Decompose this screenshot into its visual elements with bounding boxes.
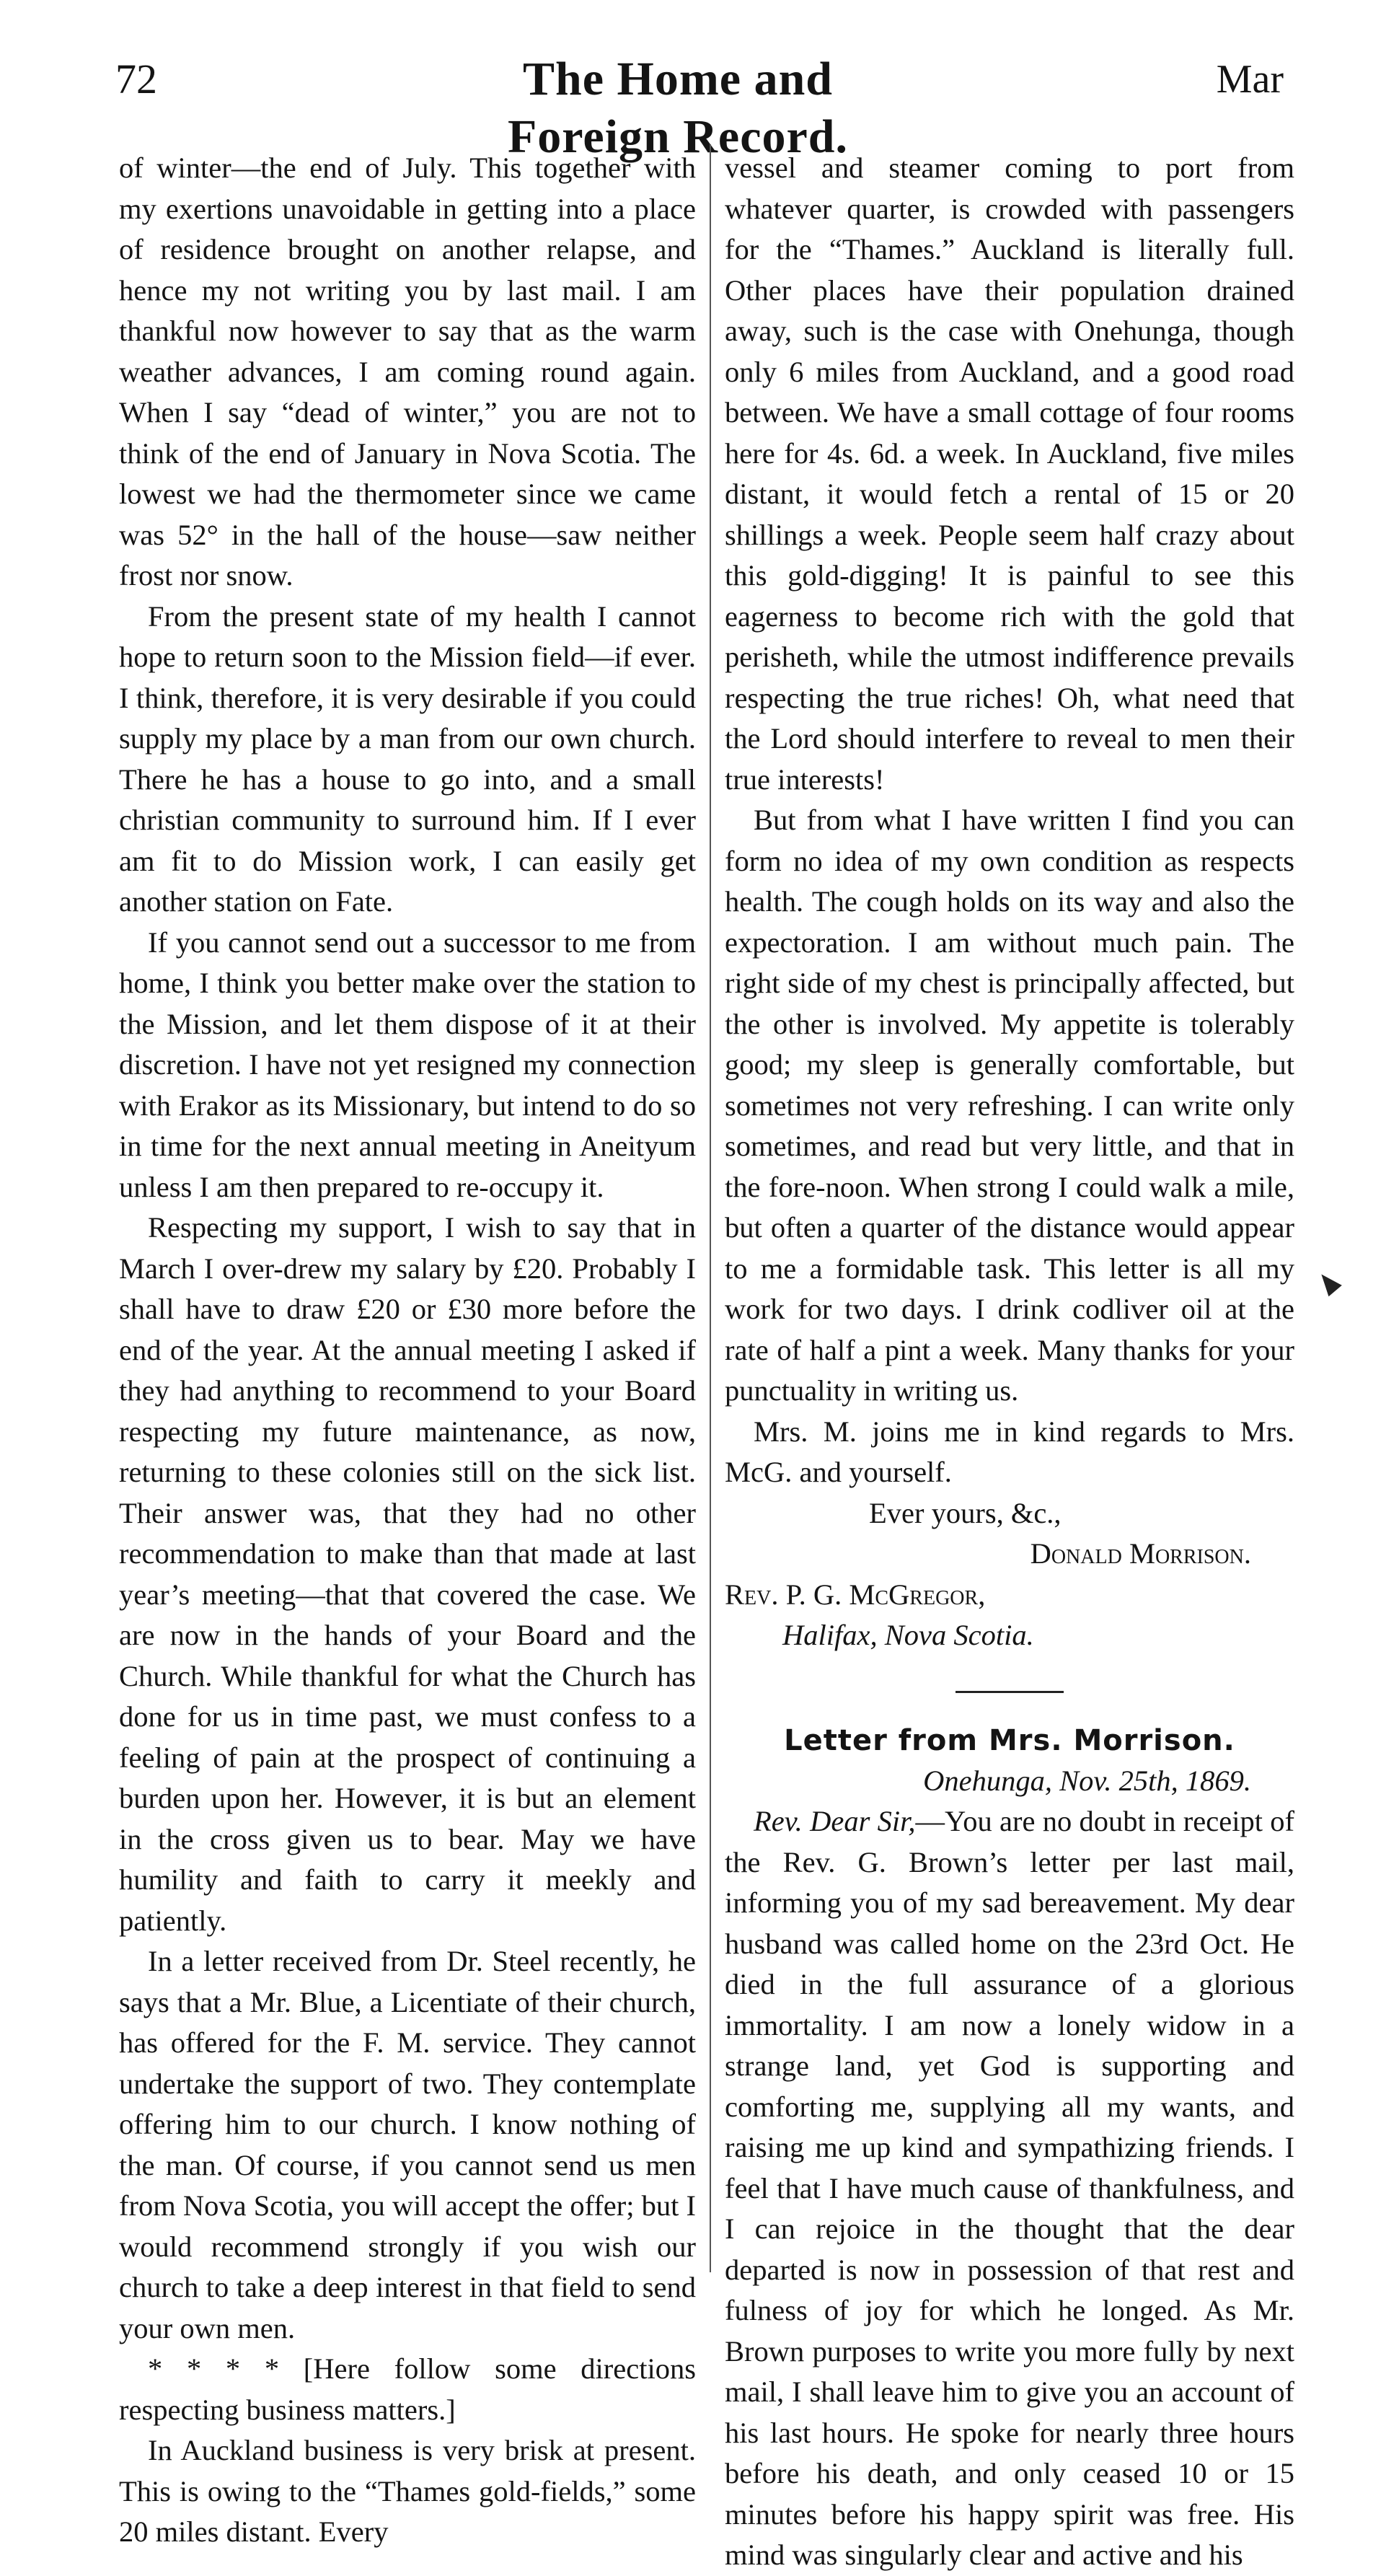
right-column <box>725 148 1294 2576</box>
column-divider <box>710 144 711 2272</box>
letter-signature: Donald Morrison. <box>1030 1537 1251 1570</box>
section-rule <box>956 1691 1064 1693</box>
letter-addressee: Rev. P. G. McGregor, <box>725 1578 986 1611</box>
letter-closing: Ever yours, &c., <box>869 1496 1062 1529</box>
paragraph: Respecting my support, I wish to say that in March I over-drew my salary by £20. Probably I shall have to draw £20 or £30 more before the end of the year. At the annual meeting I asked if they had anything to recommend to your Board respecting my future maintenance, as now, returning to these colonies still on the sick list. Their answer was, that they had no other recommendation to make than that made at last year’s meeting—that that covered the case. We are now in the hands of your Board and the Church. While thankful for what the Church has done for us in time past, we must confess to a feeling of pain at the prospect of continuing a burden upon her. However, it is but an element in the cross given us to bear. May we have humility and faith to carry it meekly and patiently. <box>119 1211 696 1937</box>
left-column <box>119 148 696 2553</box>
letter-addressee-place: Halifax, Nova Scotia. <box>782 1619 1034 1651</box>
page-header <box>115 50 1284 163</box>
article-title: Letter from Mrs. Morrison. <box>784 1723 1235 1757</box>
printer-mark-icon <box>1315 1269 1342 1296</box>
paragraph <box>725 1801 1294 2576</box>
paragraph: In a letter received from Dr. Steel recently, he says that a Mr. Blue, a Licentiate of their church, has offered for the F. M. service. They cannot undertake the support of two. They contemplate offering him to our church. I know nothing of the man. Of course, if you cannot send us men from Nova Scotia, you will accept the offer; but I would recommend strongly if you wish our church to take a deep interest in that field to send your own men. <box>119 1945 697 2344</box>
paragraph: From the present state of my health I cannot hope to return soon to the Mission field—if ever. I think, therefore, it is very desirable if you could supply my place by a man from our own church. There he has a house to go into, and a small christian community to surround him. If I ever am fit to do Mission work, I can easily get another station on Fate. <box>119 599 696 918</box>
paragraph: But from what I have written I find you can form no idea of my own condition as respects health. The cough holds on its way and also the expectoration. I am without much pain. The right side of my chest is principally affected, but the other is involved. My appetite is tolerably good; my sleep is generally comfortable, but sometimes not very refreshing. I can write only sometimes, and read but very little, and that in the fore-noon. When strong I could walk a mile, but often a quarter of the distance would appear to me a formidable task. This letter is all my work for two days. I drink codliver oil at the rate of half a pint a week. Many thanks for your punctuality in writing us. <box>725 804 1294 1407</box>
article-dateline: Onehunga, Nov. 25th, 1869. <box>923 1764 1251 1797</box>
running-title: The Home and Foreign Record. <box>507 53 848 163</box>
paragraph: In Auckland business is very brisk at present. This is owing to the “Thames gold-fields,” some 20 miles distant. Every <box>119 2434 696 2548</box>
paragraph: Mrs. M. joins me in kind regards to Mrs. McG. and yourself. <box>725 1415 1294 1488</box>
letter-salutation: Rev. Dear Sir, <box>754 1805 916 1837</box>
letter-body: —You are no doubt in receipt of the Rev. G. Brown’s letter per last mail, informing you of my sad bereavement. My dear husband was called home on the 23rd Oct. He died in the full assurance of a glorious immortality. I am now a lonely widow in a strange land, yet God is supporting and comforting me, supplying all my wants, and raising me up kind and sympathizing friends. I feel that I have much cause of thankfulness, and I can rejoice in the thought that the dear departed is now in possession of that rest and fulness of joy for which he longed. As Mr. Brown purposes to write you more fully by next mail, I shall leave him to give you an account of his last hours. He spoke for nearly three hours before his death, and only ceased 10 or 15 minutes before his happy spirit was free. His mind was singularly clear and active and his <box>725 1805 1294 2571</box>
paragraph-editorial-note: * * * * [Here follow some directions respecting business matters.] <box>119 2352 696 2426</box>
paragraph: vessel and steamer coming to port from whatever quarter, is crowded with passengers for the “Thames.” Auckland is literally full. Other places have their population drained away, such is the case with Onehunga, though only 6 miles from Auckland, and a good road between. We have a small cottage of four rooms here for 4s. 6d. a week. In Auckland, five miles distant, it would fetch a rental of 15 or 20 shillings a week. People seem half crazy about this gold-digging! It is painful to see this eagerness to become rich with the gold that perisheth, while the utmost indifference prevails respecting the true riches! Oh, what need that the Lord should interfere to reveal to men their true interests! <box>725 151 1294 796</box>
paragraph: of winter—the end of July. This together with my exertions unavoidable in getting into a place of residence brought on another relapse, and hence my not writing you by last mail. I am thankful now however to say that as the warm weather advances, I am coming round again. When I say “dead of winter,” you are not to think of the end of January in Nova Scotia. The lowest we had the thermometer since we came was 52° in the hall of the house—saw neither frost nor snow. <box>119 151 696 592</box>
paragraph: If you cannot send out a successor to me from home, I think you better make over the station to the Mission, and let them dispose of it at their discretion. I have not yet resigned my connection with Erakor as its Missionary, but intend to do so in time for the next annual meeting in Aneityum unless I am then prepared to re-occupy it. <box>119 926 696 1203</box>
page-number: 72 <box>115 56 157 102</box>
running-month: Mar <box>1216 57 1284 102</box>
